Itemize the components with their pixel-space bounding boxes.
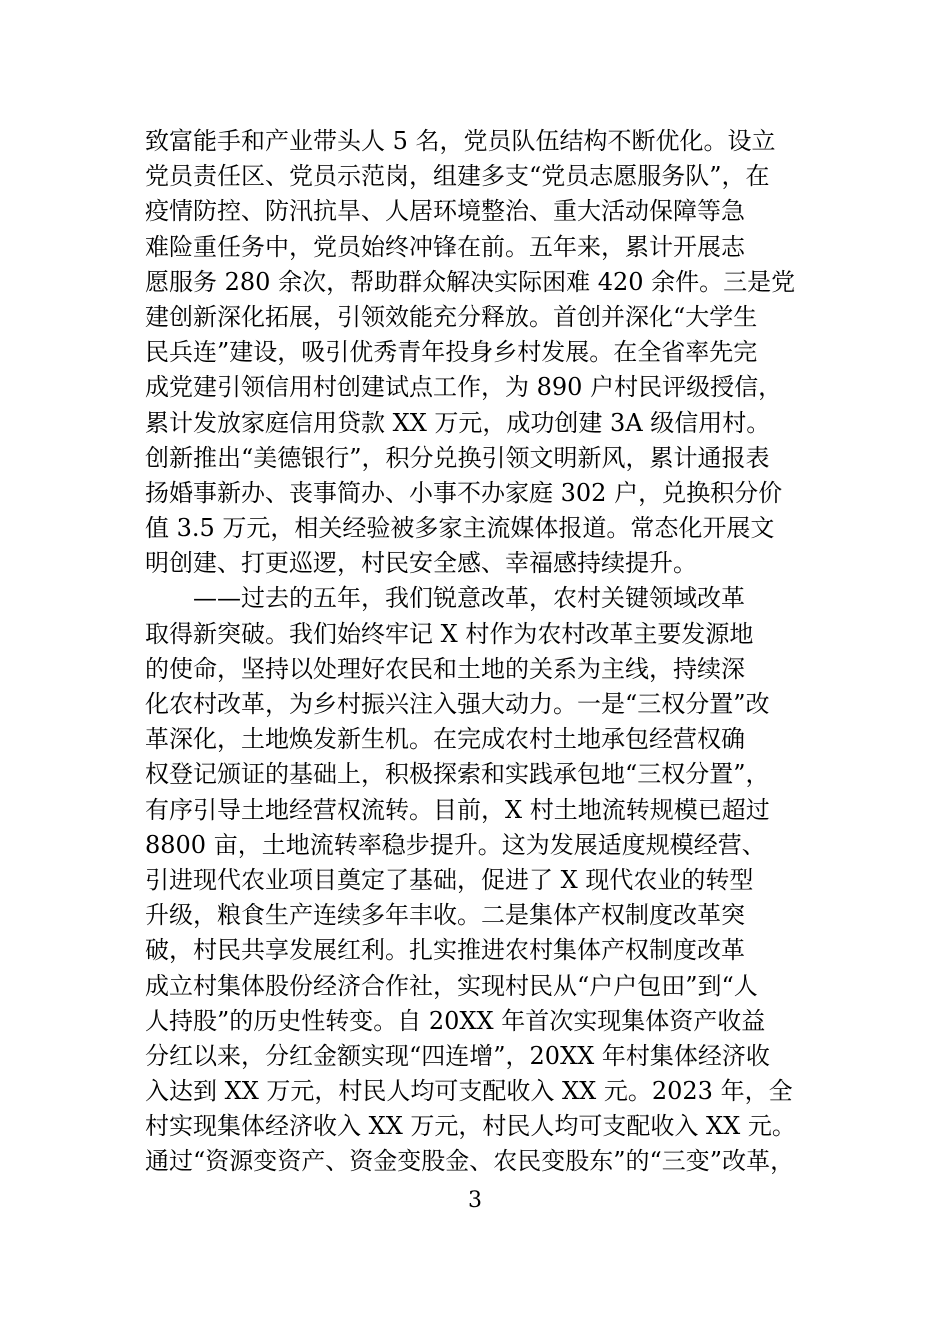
text-line: 村实现集体经济收入 XX 万元，村民人均可支配收入 XX 元。 (145, 1112, 796, 1141)
text-line: 疫情防控、防汛抗旱、人居环境整治、重大活动保障等急 (145, 197, 745, 226)
text-line: 建创新深化拓展，引领效能充分释放。首创并深化“大学生 (145, 302, 758, 331)
text-line: 入达到 XX 万元，村民人均可支配收入 XX 元。2023 年，全 (145, 1077, 793, 1106)
text-line: 引进现代农业项目奠定了基础，促进了 X 现代农业的转型 (145, 865, 754, 894)
text-line: 有序引导土地经营权流转。目前，X 村土地流转规模已超过 (145, 795, 770, 824)
text-line: 权登记颁证的基础上，积极探索和实践承包地“三权分置”， (145, 760, 770, 789)
text-line: 民兵连”建设，吸引优秀青年投身乡村发展。在全省率先完 (145, 338, 758, 367)
body-text (145, 124, 831, 1180)
text-line: 8800 亩，土地流转率稳步提升。这为发展适度规模经营、 (145, 830, 766, 859)
text-line: 愿服务 280 余次，帮助群众解决实际困难 420 余件。三是党 (145, 267, 796, 296)
text-line: 值 3.5 万元，相关经验被多家主流媒体报道。常态化开展文 (145, 514, 775, 543)
text-line: 通过“资源变资产、资金变股金、农民变股东”的“三变”改革， (145, 1147, 795, 1176)
text-line: 难险重任务中，党员始终冲锋在前。五年来，累计开展志 (145, 232, 745, 261)
text-line: 扬婚事新办、丧事简办、小事不办家庭 302 户，兑换积分价 (145, 478, 783, 507)
text-line: 升级，粮食生产连续多年丰收。二是集体产权制度改革突 (145, 901, 745, 930)
text-line: 创新推出“美德银行”，积分兑换引领文明新风，累计通报表 (145, 443, 770, 472)
text-line: 人持股”的历史性转变。自 20XX 年首次实现集体资产收益 (145, 1006, 766, 1035)
text-line: 化农村改革，为乡村振兴注入强大动力。一是“三权分置”改 (145, 690, 770, 718)
text-line: 致富能手和产业带头人 5 名，党员队伍结构不断优化。设立 (145, 127, 776, 155)
text-line: 明创建、打更巡逻，村民安全感、幸福感持续提升。 (145, 549, 697, 578)
page-number: 3 (468, 1188, 482, 1213)
text-line: 分红以来，分红金额实现“四连增”，20XX 年村集体经济收 (145, 1041, 770, 1070)
paragraph-start-line: ——过去的五年，我们锐意改革，农村关键领域改革 (193, 584, 745, 613)
text-line: 累计发放家庭信用贷款 XX 万元，成功创建 3A 级信用村。 (145, 408, 771, 437)
text-line: 成立村集体股份经济合作社，实现村民从“户户包田”到“人 (145, 971, 758, 1000)
text-line: 的使命，坚持以处理好农民和土地的关系为主线，持续深 (145, 654, 745, 683)
text-line: 成党建引领信用村创建试点工作，为 890 户村民评级授信， (145, 373, 783, 402)
text-line: 破，村民共享发展红利。扎实推进农村集体产权制度改革 (145, 936, 745, 965)
text-line: 党员责任区、党员示范岗，组建多支“党员志愿服务队”，在 (145, 162, 770, 191)
text-line: 革深化，土地焕发新生机。在完成农村土地承包经营权确 (145, 725, 745, 754)
text-line: 取得新突破。我们始终牢记 X 村作为农村改革主要发源地 (145, 619, 754, 648)
